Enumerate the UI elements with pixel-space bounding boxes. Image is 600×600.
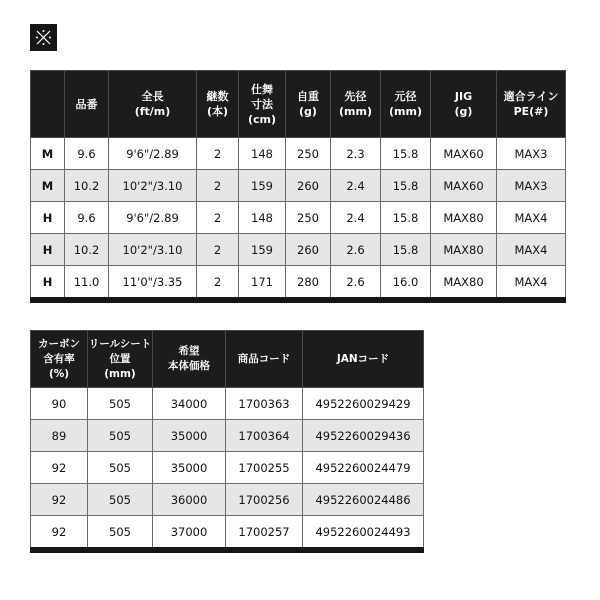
spec-header-cell: [286, 71, 331, 138]
spec-cell: 148: [239, 138, 286, 170]
price-cell: 1700255: [226, 452, 303, 484]
price-cell: 89: [31, 420, 88, 452]
spec-cell: 2.4: [331, 170, 381, 202]
price-cell: 34000: [153, 388, 226, 420]
spec-cell: 2.6: [331, 234, 381, 266]
price-row: [31, 452, 424, 484]
spec-cell: MAX60: [431, 170, 497, 202]
price-header-text: 含有率: [43, 352, 75, 365]
spec-cell: 260: [286, 234, 331, 266]
spec-cell: 10.2: [65, 170, 109, 202]
spec-cell: H: [31, 234, 65, 266]
price-row: [31, 420, 424, 452]
spec-header-text: JIG: [454, 90, 473, 103]
spec-cell: 9.6: [65, 202, 109, 234]
spec-header-cell: [239, 71, 286, 138]
x-pattern-icon-graphic: [35, 29, 52, 46]
price-header-cell: [303, 331, 424, 388]
price-cell: 1700363: [226, 388, 303, 420]
spec-cell: H: [31, 202, 65, 234]
spec-cell: 250: [286, 202, 331, 234]
spec-header-cell: [65, 71, 109, 138]
price-header-cell: [226, 331, 303, 388]
price-cell: 4952260024479: [303, 452, 424, 484]
price-header-cell: [153, 331, 226, 388]
price-header-text: (mm): [104, 367, 136, 380]
spec-cell: MAX80: [431, 202, 497, 234]
spec-header-text: (g): [299, 105, 317, 118]
spec-cell: 11'0"/3.35: [109, 266, 197, 301]
price-header-text: カーボン: [38, 337, 80, 350]
spec-header-text: 品番: [75, 97, 98, 111]
price-cell: 35000: [153, 452, 226, 484]
spec-header-text: (g): [454, 105, 473, 118]
spec-header-text: (cm): [247, 112, 277, 126]
spec-cell: 2: [197, 202, 239, 234]
spec-cell: 148: [239, 202, 286, 234]
spec-cell: H: [31, 266, 65, 301]
price-cell: 505: [88, 484, 153, 516]
price-cell: 92: [31, 452, 88, 484]
spec-row: [31, 266, 566, 301]
price-cell: 505: [88, 516, 153, 551]
spec-header-text: 仕舞: [251, 82, 273, 96]
spec-cell: 10'2"/3.10: [109, 234, 197, 266]
spec-row: [31, 138, 566, 170]
spec-cell: 15.8: [381, 202, 431, 234]
spec-cell: 11.0: [65, 266, 109, 301]
price-row: [31, 484, 424, 516]
price-header-text: 位置: [109, 352, 131, 365]
spec-header-cell: [331, 71, 381, 138]
price-cell: 4952260029436: [303, 420, 424, 452]
price-header-cell: [88, 331, 153, 388]
price-header-text: リールシート: [88, 337, 152, 350]
spec-table-header: [31, 71, 566, 138]
spec-cell: 10'2"/3.10: [109, 170, 197, 202]
price-cell: 1700364: [226, 420, 303, 452]
spec-cell: 260: [286, 170, 331, 202]
price-cell: 1700256: [226, 484, 303, 516]
spec-cell: 159: [239, 234, 286, 266]
spec-header-text: 自重: [297, 90, 319, 103]
spec-header-cell: [431, 71, 497, 138]
spec-table: [30, 70, 566, 303]
price-cell: 4952260024493: [303, 516, 424, 551]
price-row: [31, 516, 424, 551]
spec-cell: 250: [286, 138, 331, 170]
spec-header-text: 元径: [394, 90, 417, 103]
spec-cell: 9.6: [65, 138, 109, 170]
spec-cell: MAX4: [497, 202, 566, 234]
price-header-text: 希望: [178, 345, 200, 357]
spec-cell: 16.0: [381, 266, 431, 301]
spec-cell: 159: [239, 170, 286, 202]
spec-cell: 171: [239, 266, 286, 301]
spec-header-text: (mm): [339, 105, 372, 118]
price-cell: 92: [31, 484, 88, 516]
spec-cell: 2: [197, 266, 239, 301]
spec-header-cell: [197, 71, 239, 138]
spec-table-body: [31, 138, 566, 301]
spec-cell: MAX4: [497, 234, 566, 266]
spec-cell: 10.2: [65, 234, 109, 266]
spec-header-cell: [381, 71, 431, 138]
spec-cell: 15.8: [381, 234, 431, 266]
price-header-text: (%): [48, 367, 70, 380]
price-cell: 4952260029429: [303, 388, 424, 420]
price-cell: 35000: [153, 420, 226, 452]
spec-cell: 9'6"/2.89: [109, 202, 197, 234]
spec-header-text: 適合ライン: [503, 90, 559, 103]
price-cell: 4952260024486: [303, 484, 424, 516]
spec-cell: 2.6: [331, 266, 381, 301]
spec-cell: 15.8: [381, 138, 431, 170]
price-table-body: [31, 388, 424, 551]
price-cell: 36000: [153, 484, 226, 516]
price-header-text: 本体価格: [168, 360, 210, 372]
spec-row: [31, 202, 566, 234]
spec-cell: 280: [286, 266, 331, 301]
price-cell: 92: [31, 516, 88, 551]
spec-header-text: (本): [206, 105, 229, 118]
spec-header-cell: [31, 71, 65, 138]
spec-header-text: 全長: [141, 90, 164, 103]
spec-header-text: 継数: [206, 90, 229, 103]
spec-cell: MAX80: [431, 234, 497, 266]
spec-cell: 9'6"/2.89: [109, 138, 197, 170]
spec-cell: 2.4: [331, 202, 381, 234]
spec-cell: 15.8: [381, 170, 431, 202]
spec-header-text: 先径: [344, 90, 367, 103]
price-cell: 37000: [153, 516, 226, 551]
spec-row: [31, 170, 566, 202]
spec-cell: MAX3: [497, 138, 566, 170]
spec-cell: M: [31, 170, 65, 202]
spec-cell: MAX4: [497, 266, 566, 301]
spec-header-text: 寸法: [251, 97, 273, 111]
spec-header-text: (ft/m): [134, 105, 171, 118]
spec-header-cell: [109, 71, 197, 138]
price-cell: 505: [88, 388, 153, 420]
spec-cell: 2: [197, 234, 239, 266]
spec-header-text: (mm): [389, 105, 422, 118]
spec-cell: M: [31, 138, 65, 170]
price-table: [30, 330, 424, 553]
price-header-text: 商品コード: [237, 352, 291, 365]
spec-cell: 2: [197, 138, 239, 170]
spec-header-cell: [497, 71, 566, 138]
spec-cell: MAX60: [431, 138, 497, 170]
price-table-header: [31, 331, 424, 388]
spec-cell: MAX80: [431, 266, 497, 301]
x-pattern-icon: [30, 24, 57, 51]
price-row: [31, 388, 424, 420]
spec-row: [31, 234, 566, 266]
price-cell: 505: [88, 452, 153, 484]
spec-cell: MAX3: [497, 170, 566, 202]
price-cell: 1700257: [226, 516, 303, 551]
price-header-cell: [31, 331, 88, 388]
price-header-text: JANコード: [336, 352, 390, 365]
price-cell: 505: [88, 420, 153, 452]
spec-cell: 2: [197, 170, 239, 202]
spec-cell: 2.3: [331, 138, 381, 170]
spec-header-text: PE(#): [513, 105, 549, 118]
price-cell: 90: [31, 388, 88, 420]
